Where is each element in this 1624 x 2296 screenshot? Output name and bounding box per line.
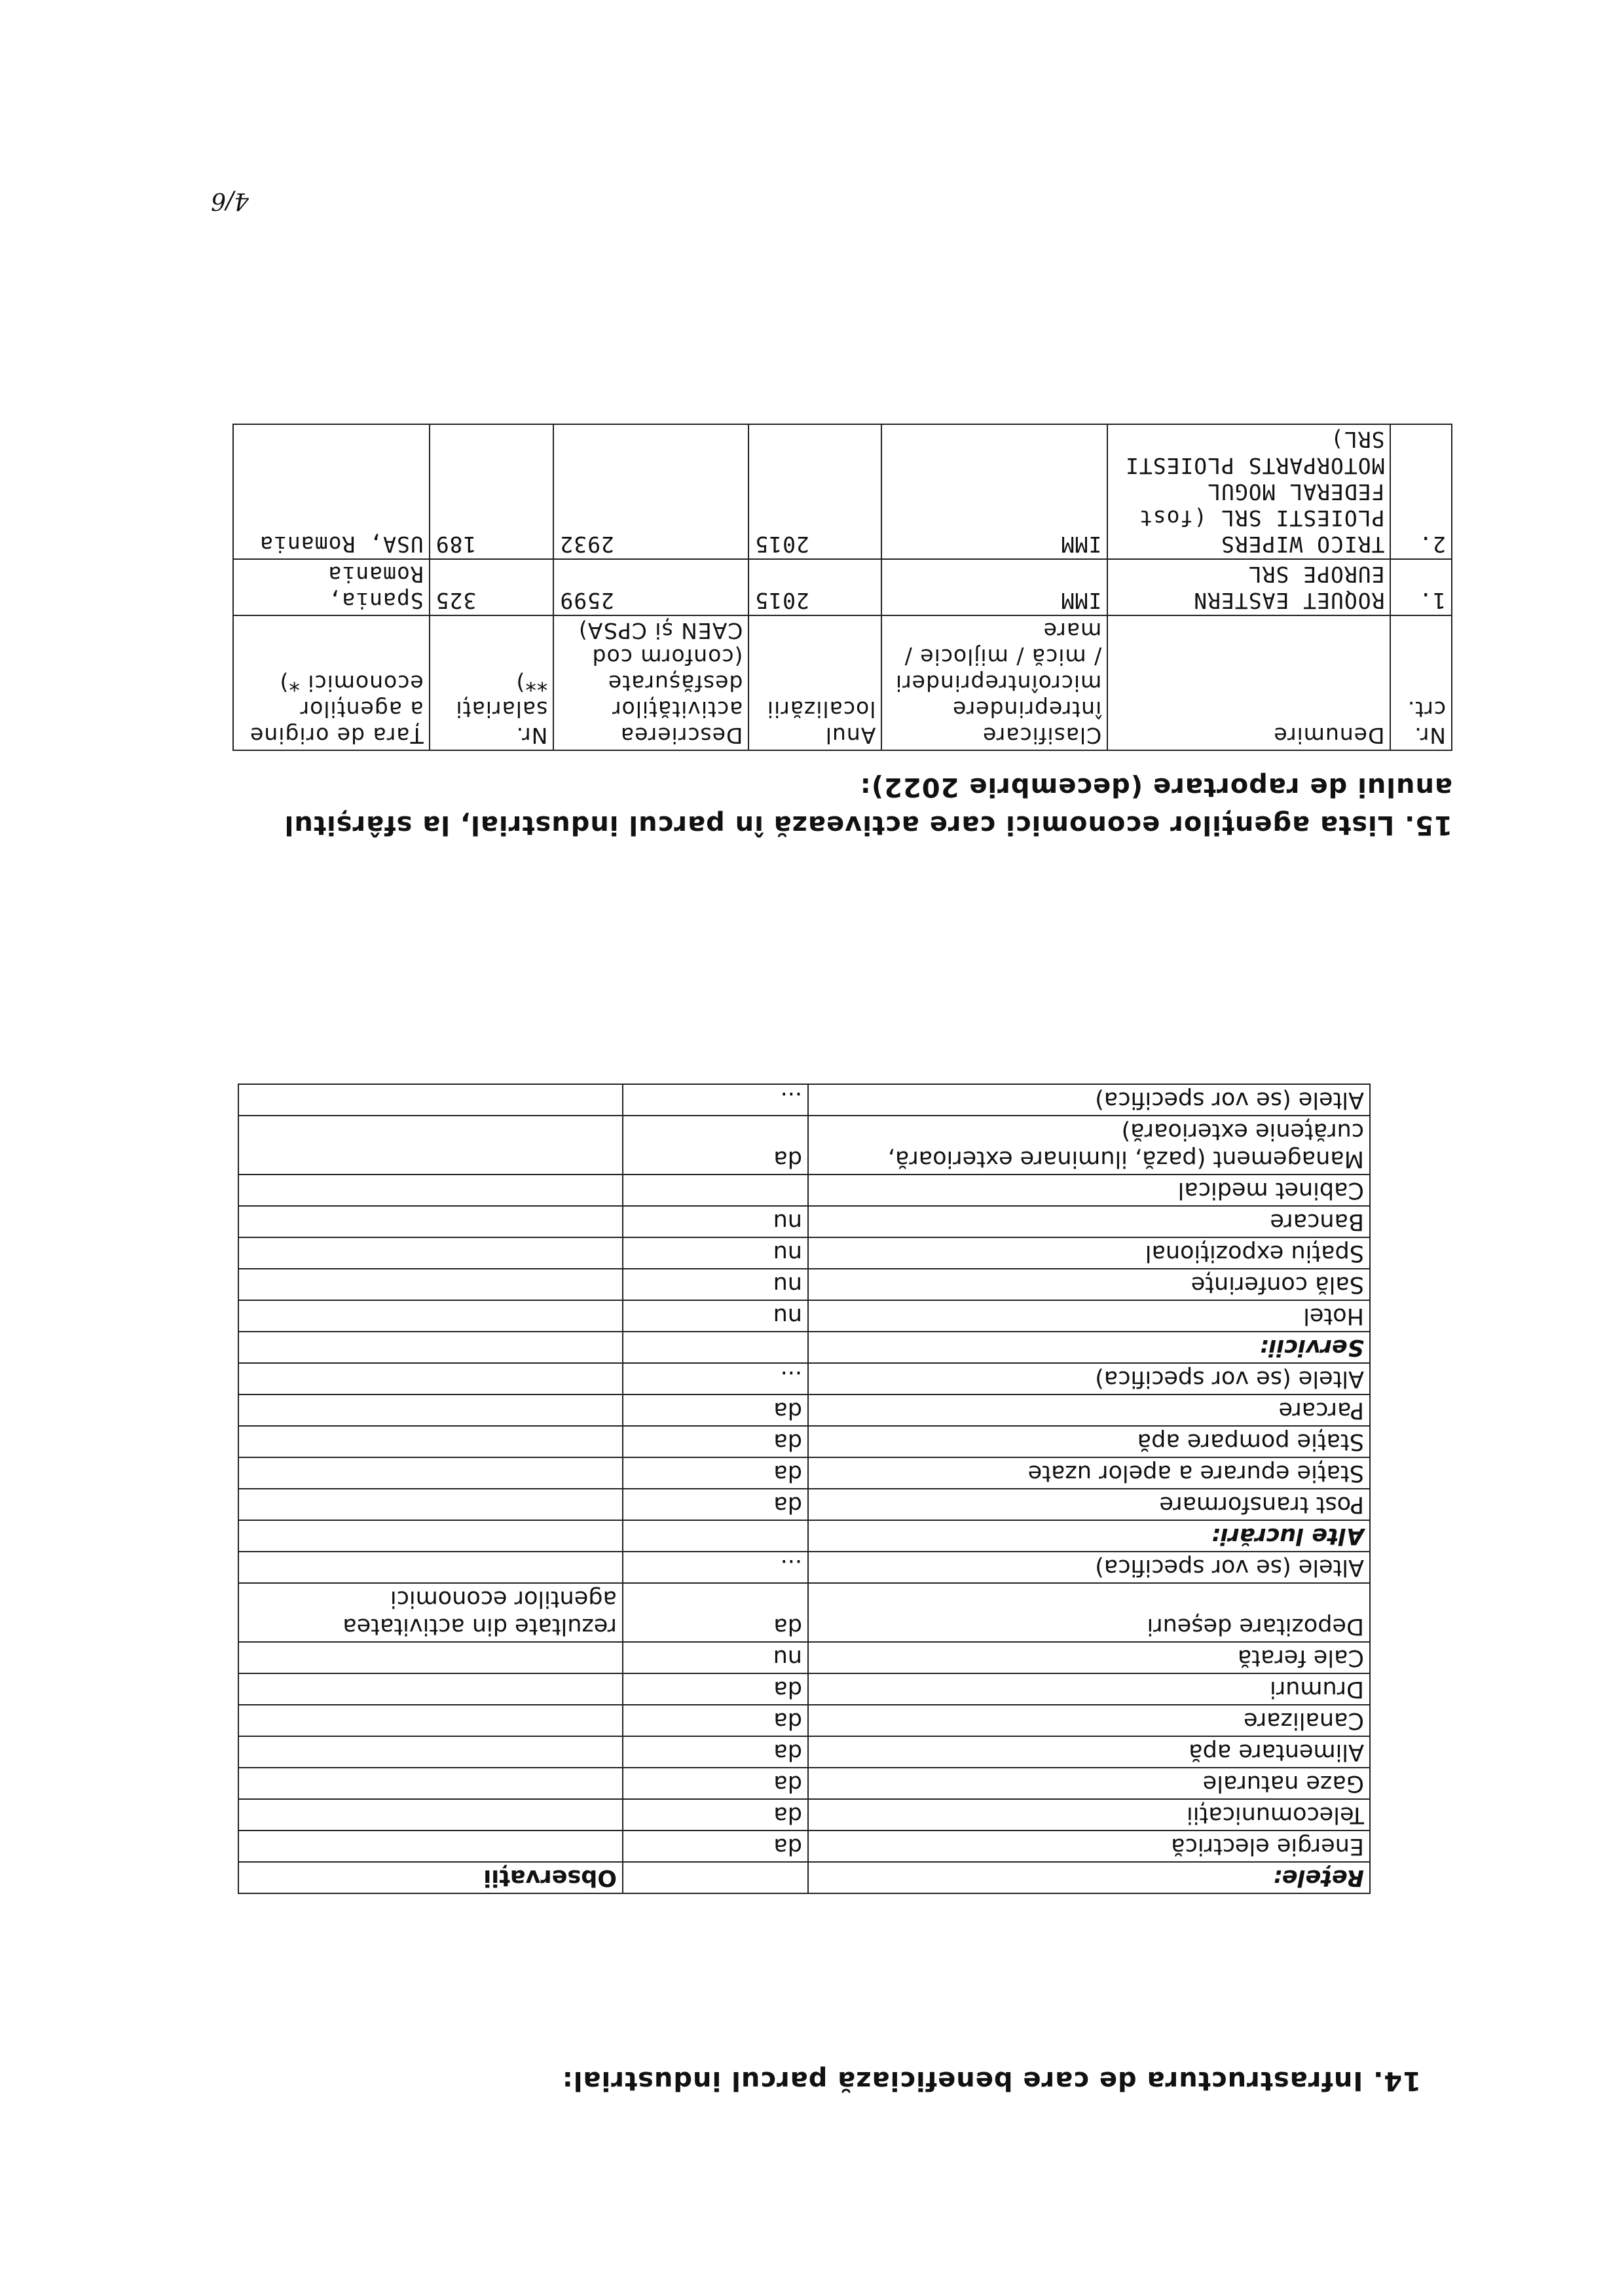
infra-cell-note xyxy=(238,1332,623,1363)
infra-cell-value: da xyxy=(623,1426,808,1457)
infra-header-col1: Rețele: xyxy=(808,1862,1370,1893)
agents-column-header: Descrierea activităților desfășurate (conform cod CAEN și CPSA) xyxy=(553,615,748,750)
page-number: 4/6 xyxy=(211,187,249,214)
infra-row xyxy=(238,1457,1370,1489)
infra-cell-label: Alimentare apă xyxy=(808,1736,1370,1768)
infra-cell-value: da xyxy=(623,1394,808,1426)
agent-cell-anul: 2015 xyxy=(748,424,881,559)
agent-cell-nr: 2. xyxy=(1390,424,1452,559)
infra-cell-note xyxy=(238,1457,623,1489)
infra-row xyxy=(238,1206,1370,1237)
section-15-heading: 15. Lista agenților economici care activează în parcul industrial, la sfârșitul anului de raportare (decembrie 2022): xyxy=(284,772,1452,840)
agents-column-header: Nr. crt. xyxy=(1390,615,1452,750)
agent-cell-denumire: TRICO WIPERS PLOIESTI SRL (fost FEDERAL MOGUL MOTORPARTS PLOIESTI SRL) xyxy=(1107,424,1390,559)
infra-cell-value: da xyxy=(623,1705,808,1736)
agent-cell-clasificare: IMM xyxy=(881,559,1107,615)
infra-cell-note xyxy=(238,1206,623,1237)
agent-row xyxy=(233,559,1452,615)
infra-row xyxy=(238,1363,1370,1394)
infra-cell-note xyxy=(238,1489,623,1520)
infra-cell-note xyxy=(238,1520,623,1552)
infra-row xyxy=(238,1768,1370,1799)
agents-column-header: Țara de origine a agenților economici *) xyxy=(233,615,430,750)
infra-cell-value: da xyxy=(623,1831,808,1862)
infra-cell-note xyxy=(238,1084,623,1116)
infra-cell-value: da xyxy=(623,1583,808,1642)
infra-row xyxy=(238,1705,1370,1736)
infra-row xyxy=(238,1552,1370,1583)
infra-cell-value xyxy=(623,1520,808,1552)
infra-row xyxy=(238,1269,1370,1300)
infra-cell-note xyxy=(238,1394,623,1426)
infra-cell-label: Altele (se vor specifica) xyxy=(808,1363,1370,1394)
agent-cell-nr: 1. xyxy=(1390,559,1452,615)
infra-cell-label: Parcare xyxy=(808,1394,1370,1426)
agent-cell-caen: 2599 xyxy=(553,559,748,615)
agent-cell-tara: Spania, Romania xyxy=(233,559,430,615)
infra-cell-value: da xyxy=(623,1673,808,1705)
infra-row xyxy=(238,1237,1370,1269)
infra-cell-label: Gaze naturale xyxy=(808,1768,1370,1799)
infra-cell-label: Cabinet medical xyxy=(808,1175,1370,1206)
infra-cell-note xyxy=(238,1705,623,1736)
infra-cell-label: Hotel xyxy=(808,1300,1370,1332)
infra-cell-label: Alte lucrări: xyxy=(808,1520,1370,1552)
infra-cell-label: Stație pompare apă xyxy=(808,1426,1370,1457)
infra-cell-value: nu xyxy=(623,1300,808,1332)
infra-row xyxy=(238,1831,1370,1862)
infra-cell-label: Canalizare xyxy=(808,1705,1370,1736)
infra-cell-note xyxy=(238,1237,623,1269)
infra-cell-value: da xyxy=(623,1457,808,1489)
infra-cell-label: Cale ferată xyxy=(808,1642,1370,1673)
infra-cell-value: da xyxy=(623,1768,808,1799)
infra-row xyxy=(238,1736,1370,1768)
infra-cell-note xyxy=(238,1175,623,1206)
agent-cell-denumire: ROQUET EASTERN EUROPE SRL xyxy=(1107,559,1390,615)
infra-cell-label: Management (pază, iluminare exterioară, curățenie exterioară) xyxy=(808,1116,1370,1175)
infra-cell-label: Bancare xyxy=(808,1206,1370,1237)
agents-column-header: Clasificare întreprindere microîntreprinderi / mică / mijlocie / mare xyxy=(881,615,1107,750)
agent-cell-salariati: 189 xyxy=(430,424,554,559)
agent-cell-caen: 2932 xyxy=(553,424,748,559)
infra-row xyxy=(238,1300,1370,1332)
infra-cell-label: Spațiu expozițional xyxy=(808,1237,1370,1269)
infra-cell-value xyxy=(623,1175,808,1206)
agent-cell-tara: USA, Romania xyxy=(233,424,430,559)
agent-cell-clasificare: IMM xyxy=(881,424,1107,559)
infra-cell-note xyxy=(238,1269,623,1300)
infra-row xyxy=(238,1394,1370,1426)
infra-cell-value: ... xyxy=(623,1363,808,1394)
infra-cell-label: Depozitare deșeuri xyxy=(808,1583,1370,1642)
infra-cell-note xyxy=(238,1768,623,1799)
infra-cell-note xyxy=(238,1831,623,1862)
agents-column-header: Anul localizării xyxy=(748,615,881,750)
infra-cell-note: rezultate din activitatea agentilor economici xyxy=(238,1583,623,1642)
agents-column-header: Nr. salariați **) xyxy=(430,615,554,750)
infra-cell-value xyxy=(623,1332,808,1363)
infra-cell-note xyxy=(238,1736,623,1768)
infra-section-row xyxy=(238,1332,1370,1363)
infra-cell-note xyxy=(238,1642,623,1673)
infra-cell-note xyxy=(238,1552,623,1583)
infra-row xyxy=(238,1642,1370,1673)
infra-row xyxy=(238,1799,1370,1831)
infra-cell-label: Stație epurare a apelor uzate xyxy=(808,1457,1370,1489)
infra-row xyxy=(238,1583,1370,1642)
infra-row xyxy=(238,1673,1370,1705)
infra-cell-note xyxy=(238,1363,623,1394)
infra-cell-note xyxy=(238,1799,623,1831)
infra-cell-value: da xyxy=(623,1736,808,1768)
infra-cell-value: da xyxy=(623,1799,808,1831)
infra-row xyxy=(238,1084,1370,1116)
infra-header-col3: Observații xyxy=(238,1862,623,1893)
infra-cell-label: Energie electrică xyxy=(808,1831,1370,1862)
infra-cell-note xyxy=(238,1116,623,1175)
infrastructure-table xyxy=(238,1084,1371,1894)
infra-row xyxy=(238,1426,1370,1457)
infra-row xyxy=(238,1116,1370,1175)
infra-cell-note xyxy=(238,1673,623,1705)
section-14-heading: 14. Infrastructura de care beneficiază parcul industrial: xyxy=(561,2066,1421,2096)
infra-cell-label: Telecomunicații xyxy=(808,1799,1370,1831)
infra-cell-value: da xyxy=(623,1116,808,1175)
infra-header-col2 xyxy=(623,1862,808,1893)
agent-cell-anul: 2015 xyxy=(748,559,881,615)
agents-column-header: Denumire xyxy=(1107,615,1390,750)
infra-cell-value: nu xyxy=(623,1237,808,1269)
infra-cell-value: ... xyxy=(623,1084,808,1116)
infra-cell-value: nu xyxy=(623,1269,808,1300)
infra-header-row xyxy=(238,1862,1370,1893)
infra-cell-value: da xyxy=(623,1489,808,1520)
infra-cell-note xyxy=(238,1426,623,1457)
infra-cell-label: Post transformare xyxy=(808,1489,1370,1520)
economic-agents-table xyxy=(232,424,1452,751)
infra-cell-value: nu xyxy=(623,1206,808,1237)
agent-cell-salariati: 325 xyxy=(430,559,554,615)
infra-cell-value: nu xyxy=(623,1642,808,1673)
infra-cell-label: Sală conferințe xyxy=(808,1269,1370,1300)
infra-cell-label: Drumuri xyxy=(808,1673,1370,1705)
infra-cell-value: ... xyxy=(623,1552,808,1583)
infra-row xyxy=(238,1175,1370,1206)
infra-cell-label: Altele (se vor specifica) xyxy=(808,1084,1370,1116)
agent-row xyxy=(233,424,1452,559)
infra-cell-label: Altele (se vor specifica) xyxy=(808,1552,1370,1583)
infra-row xyxy=(238,1489,1370,1520)
infra-cell-label: Servicii: xyxy=(808,1332,1370,1363)
infra-cell-note xyxy=(238,1300,623,1332)
infra-section-row xyxy=(238,1520,1370,1552)
